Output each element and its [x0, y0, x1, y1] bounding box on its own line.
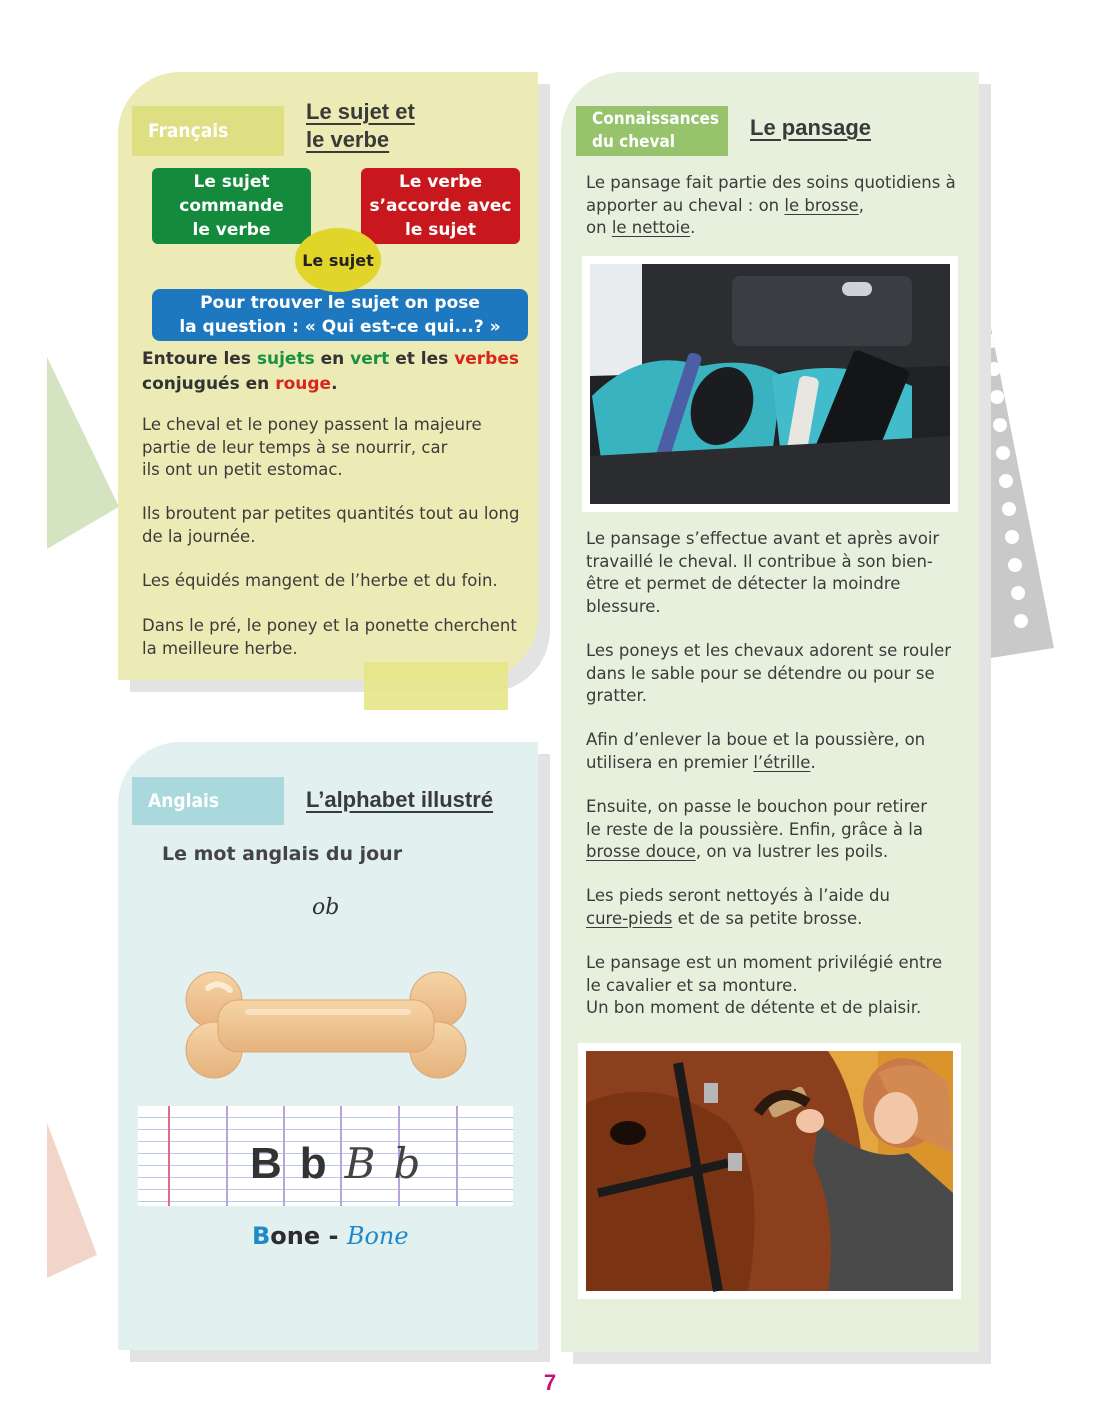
rule-box-green: Le sujet commande le verbe	[152, 168, 311, 244]
francais-paragraph-1: Le cheval et le poney passent la majeure partie de leur temps à se nourrir, car ils ont un petit estomac.	[142, 415, 482, 479]
bone-illustration	[178, 970, 474, 1082]
francais-paragraph-2: Ils broutent par petites quantités tout au long de la journée.	[142, 504, 520, 546]
anglais-heading: L’alphabet illustré	[306, 787, 494, 812]
sujet-oval: Le sujet	[295, 228, 381, 292]
cheval-paragraph-6: Le pansage est un moment privilégié entre le cavalier et sa monture. Un bon moment de détente et de plaisir.	[586, 953, 943, 1017]
cheval-paragraph-4: Ensuite, on passe le bouchon pour retirer le reste de la poussière. Enfin, grâce à la brosse douce, on va lustrer les poils.	[586, 797, 927, 861]
bone-word: Bone - Bone	[252, 1222, 409, 1250]
decorative-triangle-peach	[47, 1123, 97, 1278]
grooming-kit-photo	[582, 256, 958, 512]
francais-tag: Français	[132, 106, 284, 156]
cheval-tag: Connaissances du cheval	[576, 106, 728, 156]
francais-heading: Le sujet et le verbe	[306, 99, 415, 152]
decorative-triangle-green	[47, 357, 119, 549]
cheval-paragraph-2: Les poneys et les chevaux adorent se rouler dans le sable pour se détendre ou pour se gratter.	[586, 641, 952, 705]
cheval-paragraph-5: Les pieds seront nettoyés à l’aide du cure-pieds et de sa petite brosse.	[586, 886, 890, 928]
cursive-word: ob	[312, 895, 340, 920]
cheval-paragraph-3: Afin d’enlever la boue et la poussière, on utilisera en premier l’étrille.	[586, 730, 926, 772]
rule-box-blue: Pour trouver le sujet on pose la question : « Qui est-ce qui...? »	[152, 289, 528, 341]
cheval-intro: Le pansage fait partie des soins quotidiens à apporter au cheval : on le brosse, on le nettoie.	[586, 173, 956, 237]
horse-grooming-photo	[578, 1043, 961, 1299]
cheval-paragraph-1: Le pansage s’effectue avant et après avoir travaillé le cheval. Il contribue à son bien- être et permet de détecter la moindre blessure.	[586, 529, 940, 616]
francais-paragraph-4: Dans le pré, le poney et la ponette cherchent la meilleure herbe.	[142, 616, 517, 658]
word-of-day-label: Le mot anglais du jour	[162, 843, 403, 865]
rule-box-red: Le verbe s’accorde avec le sujet	[361, 168, 520, 244]
letter-b-variants: B b B b	[250, 1139, 421, 1188]
cheval-heading: Le pansage	[750, 115, 872, 140]
sticky-tape	[364, 662, 508, 710]
decorative-notebook-strip	[978, 262, 1054, 660]
francais-paragraph-3: Les équidés mangent de l’herbe et du foin.	[142, 571, 498, 590]
anglais-tag: Anglais	[132, 777, 284, 825]
page-number: 7	[543, 1370, 557, 1395]
exercise-instruction: Entoure les sujets en vert et les verbes conjugués en rouge.	[142, 349, 519, 394]
